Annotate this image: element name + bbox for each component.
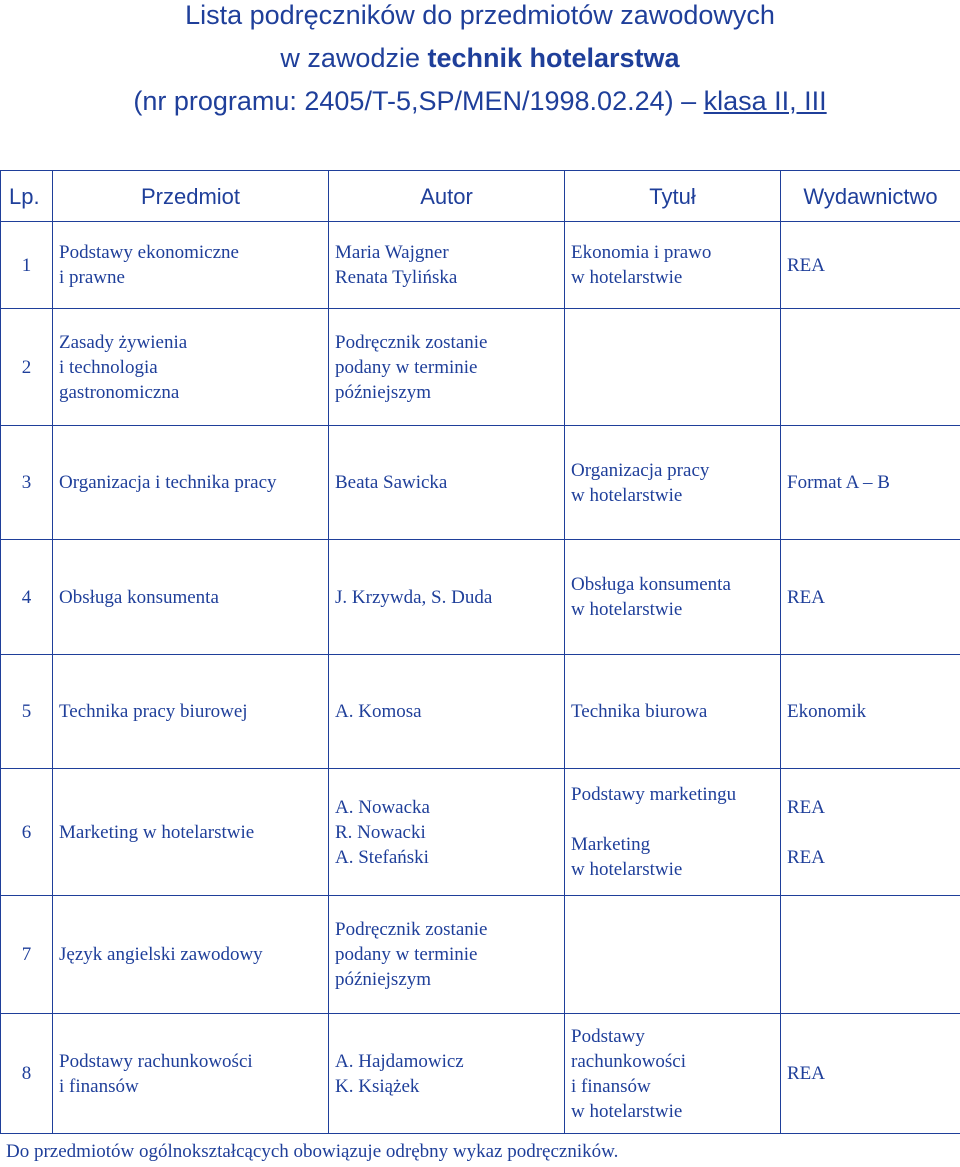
table-row: [1, 1014, 960, 1134]
table-row: [1, 222, 960, 309]
footnote: Do przedmiotów ogólnokształcących obowiązuje odrębny wykaz podręczników.: [6, 1139, 622, 1165]
author-line: Renata Tylińska: [335, 267, 458, 288]
title-line: Marketing: [571, 834, 651, 855]
title-line-2: [0, 37, 960, 80]
subject-cell: [53, 655, 329, 769]
subject-cell: [53, 896, 329, 1014]
line-gap: [787, 820, 954, 845]
subject-line: Marketing w hotelarstwie: [59, 821, 255, 843]
title-cell: [565, 655, 781, 769]
subject-line: i finansów: [59, 1075, 139, 1097]
publisher-line: REA: [787, 796, 825, 818]
author-line: podany w terminie: [335, 356, 478, 378]
publisher-cell: [781, 769, 960, 896]
title-line: Technika biurowa: [571, 701, 708, 722]
author-line: K. Książek: [335, 1075, 420, 1097]
author-cell: [329, 540, 565, 655]
publisher-line: Ekonomik: [787, 701, 867, 722]
publisher-line: REA: [787, 254, 825, 276]
title-line: Podstawy: [571, 1025, 645, 1047]
subject-line: i prawne: [59, 267, 125, 288]
title-line: Ekonomia i prawo: [571, 242, 712, 263]
title-cell: [565, 426, 781, 540]
publisher-line: REA: [787, 1063, 825, 1084]
header-author: Autor: [329, 171, 565, 222]
title-cell: [565, 309, 781, 426]
author-line: Podręcznik zostanie: [335, 919, 488, 940]
table-row: [1, 309, 960, 426]
author-line: Podręcznik zostanie: [335, 331, 488, 353]
author-line: podany w terminie: [335, 944, 478, 965]
subject-cell: [53, 309, 329, 426]
title-class-range: klasa II, III: [703, 86, 827, 116]
title-line: Organizacja pracy: [571, 459, 710, 481]
title-cell: [565, 896, 781, 1014]
publisher-line: Format A – B: [787, 472, 890, 493]
publisher-line: REA: [787, 846, 825, 868]
author-cell: [329, 1014, 565, 1134]
row-number: 1: [1, 222, 53, 309]
subject-line: gastronomiczna: [59, 381, 180, 403]
title-profession: technik hotelarstwa: [427, 43, 680, 73]
publisher-cell: [781, 896, 960, 1014]
table-row: [1, 426, 960, 540]
subject-line: Obsługa konsumenta: [59, 586, 219, 608]
subject-line: i technologia: [59, 356, 158, 378]
title-line: w hotelarstwie: [571, 599, 683, 620]
publisher-cell: [781, 1014, 960, 1134]
subject-line: Podstawy rachunkowości: [59, 1050, 253, 1072]
row-number: 8: [1, 1014, 53, 1134]
title-cell: [565, 1014, 781, 1134]
publisher-cell: [781, 309, 960, 426]
table-body: [1, 222, 960, 1134]
author-cell: [329, 896, 565, 1014]
header-lp: Lp.: [1, 171, 53, 222]
author-cell: [329, 222, 565, 309]
line-gap: [571, 807, 774, 832]
subject-line: Technika pracy biurowej: [59, 701, 248, 722]
subject-line: Zasady żywienia: [59, 331, 188, 353]
title-cell: [565, 222, 781, 309]
title-line-1: Lista podręczników do przedmiotów zawodowych: [185, 0, 775, 30]
header-publisher: Wydawnictwo: [781, 171, 960, 222]
row-number: 3: [1, 426, 53, 540]
author-line: A. Stefański: [335, 846, 429, 868]
title-line: Podstawy marketingu: [571, 784, 737, 805]
author-line: R. Nowacki: [335, 821, 426, 843]
author-cell: [329, 655, 565, 769]
title-cell: [565, 769, 781, 896]
title-line: w hotelarstwie: [571, 267, 683, 288]
header-subject: Przedmiot: [53, 171, 329, 222]
title-cell: [565, 540, 781, 655]
row-number: 7: [1, 896, 53, 1014]
subject-line: Podstawy ekonomiczne: [59, 242, 239, 263]
title-line: w hotelarstwie: [571, 484, 683, 506]
table-header-row: [1, 171, 960, 222]
table-row: [1, 540, 960, 655]
subject-cell: [53, 1014, 329, 1134]
author-cell: [329, 309, 565, 426]
title-line-2-prefix: w zawodzie: [280, 43, 428, 73]
publisher-cell: [781, 655, 960, 769]
textbook-table: [0, 170, 960, 1134]
author-line: A. Hajdamowicz: [335, 1050, 464, 1072]
table-row: [1, 769, 960, 896]
author-line: późniejszym: [335, 969, 432, 990]
row-number: 4: [1, 540, 53, 655]
header-title: Tytuł: [565, 171, 781, 222]
subject-line: Język angielski zawodowy: [59, 944, 263, 965]
row-number: 6: [1, 769, 53, 896]
subject-cell: [53, 222, 329, 309]
author-line: A. Komosa: [335, 701, 422, 722]
author-line: późniejszym: [335, 381, 432, 403]
title-line-3: [0, 80, 960, 123]
author-line: J. Krzywda, S. Duda: [335, 586, 493, 608]
title-line: rachunkowości: [571, 1050, 687, 1072]
author-line: Beata Sawicka: [335, 472, 448, 493]
subject-cell: [53, 426, 329, 540]
subject-cell: [53, 540, 329, 655]
author-cell: [329, 426, 565, 540]
table-row: [1, 896, 960, 1014]
title-line: w hotelarstwie: [571, 859, 683, 880]
title-line: Obsługa konsumenta: [571, 574, 731, 595]
title-line: w hotelarstwie: [571, 1100, 683, 1122]
publisher-cell: [781, 426, 960, 540]
row-number: 5: [1, 655, 53, 769]
publisher-line: REA: [787, 586, 825, 608]
table-row: [1, 655, 960, 769]
subject-cell: [53, 769, 329, 896]
title-line-3-prefix: (nr programu: 2405/T-5,SP/MEN/1998.02.24) –: [133, 86, 704, 116]
author-line: A. Nowacka: [335, 796, 430, 818]
document-title: [0, 0, 960, 123]
publisher-cell: [781, 222, 960, 309]
publisher-cell: [781, 540, 960, 655]
author-line: Maria Wajgner: [335, 242, 449, 263]
title-line: i finansów: [571, 1075, 651, 1097]
row-number: 2: [1, 309, 53, 426]
author-cell: [329, 769, 565, 896]
subject-line: Organizacja i technika pracy: [59, 472, 277, 493]
